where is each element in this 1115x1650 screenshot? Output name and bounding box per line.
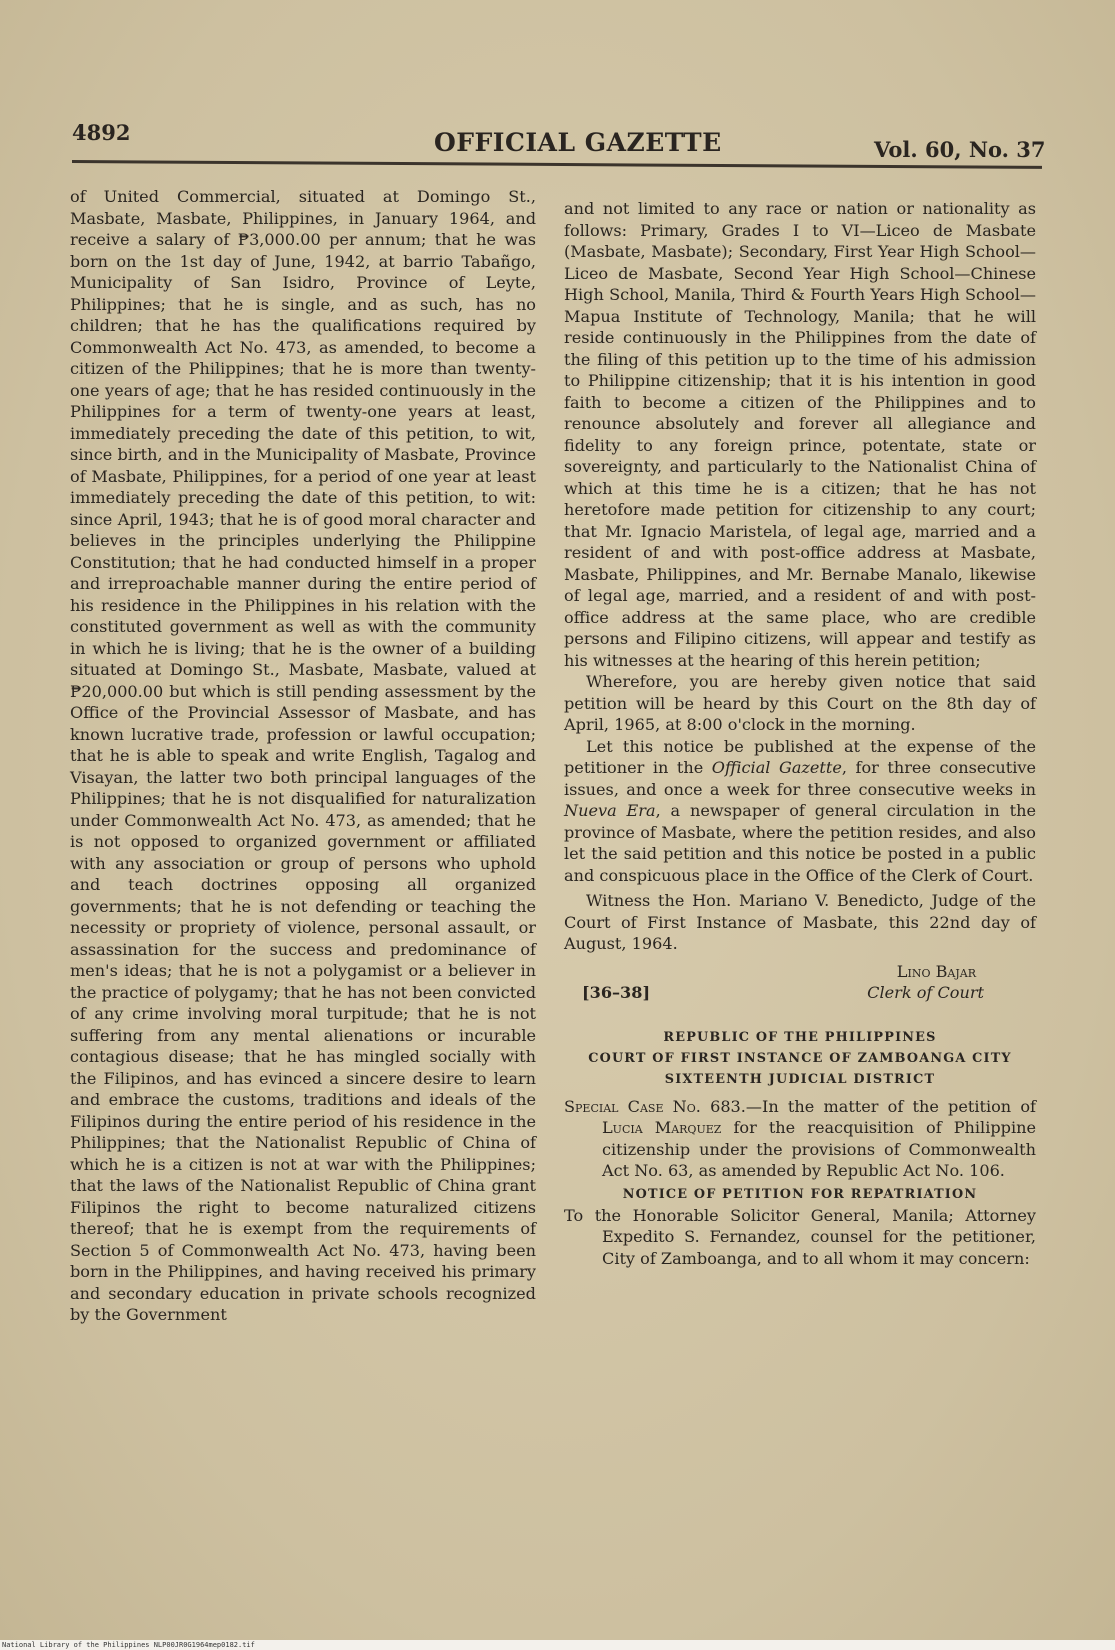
publication-title: OFFICIAL GAZETTE xyxy=(434,128,722,157)
witness-paragraph: Witness the Hon. Mariano V. Benedicto, Judge of the Court of First Instance of Masbate, this 22nd day of August, 1964. xyxy=(564,891,1036,953)
page-number: 4892 xyxy=(72,120,131,145)
notice-heading: NOTICE OF PETITION FOR REPATRIATION xyxy=(622,1186,978,1202)
issue-reference: [36–38] xyxy=(582,982,651,1002)
hearing-notice-paragraph: Wherefore, you are hereby given notice that said petition will be heard by this Court on the 8th day of April, 1965, at 8:00 o'clock in the morning. xyxy=(564,672,1036,734)
notice-address: To the Honorable Solicitor General, Manila; Attorney Expedito S. Fernandez, counsel for the petitioner, City of Zamboanga, and to all whom it may concern: xyxy=(564,1205,1036,1268)
court-heading-line-1: REPUBLIC OF THE PHILIPPINES xyxy=(663,1029,937,1045)
left-column xyxy=(70,186,536,1326)
volume-number: Vol. 60, No. 37 xyxy=(874,137,1046,162)
signature-title: Clerk of Court xyxy=(867,982,984,1002)
scan-footer: National Library of the Philippines NLP00JR0G1964mep0182.tif xyxy=(0,1640,1115,1650)
publication-paragraph: Let this notice be published at the expense of the petitioner in the Official Gazette, for three consecutive issues, and once a week for three consecutive weeks in Nueva Era, a newspaper of general circulation in the province of Masbate, where the petition resides, and also let the said petition and this notice be posted in a public and conspicuous place in the Office of the Clerk of Court. xyxy=(564,736,1036,885)
left-column-text: of United Commercial, situated at Domingo St., Masbate, Masbate, Philippines, in January 1964, and receive a salary of ₱3,000.00 per annum; that he was born on the 1st day of June, 1942, at barrio Tabañgo, Municipality of San Isidro, Province of Leyte, Philippines; that he is single, and as such, has no children; that he has the qualifications required by Commonwealth Act No. 473, as amended, to become a citizen of the Philippines; that he is more than twenty-one years of age; that he has resided continuously in the Philippines for a term of twenty-one years at least, immediately preceding the date of this petition, to wit, since birth, and in the Municipality of Masbate, Province of Masbate, Philippines, for a period of one year at least immediately preceding the date of this petition, to wit: since April, 1943; that he is of good moral character and believes in the principles underlying the Philippine Constitution; that he had conducted himself in a proper and irreproachable manner during the entire period of his residence in the Philippines in his relation with the constituted government as well as with the community in which he is living; that he is the owner of a building situated at Domingo St., Masbate, Masbate, valued at ₱20,000.00 but which is still pending assessment by the Office of the Provincial Assessor of Masbate, and has known lucrative trade, profession or lawful occupation; that he is able to speak and write English, Tagalog and Visayan, the latter two both principal languages of the Philippines; that he is not disqualified for naturalization under Commonwealth Act No. 473, as amended; that he is not opposed to organized government or affiliated with any association or group of persons who uphold and teach doctrines opposing all organized governments; that he is not defending or teaching the necessity or propriety of violence, personal assault, or assassination for the success and predominance of men's ideas; that he is not a polygamist or a believer in the practice of polygamy; that he has not been convicted of any crime involving moral turpitude; that he is not suffering from any mental alienations or incurable contagious disease; that he has mingled socially with the Filipinos, and has evinced a sincere desire to learn and embrace the customs, traditions and ideals of the Filipinos during the entire period of his residence in the Philippines; that the Nationalist Republic of China of which he is a citizen is not at war with the Philippines; that the laws of the Nationalist Republic of China grant Filipinos the right to become naturalized citizens thereof; that he is exempt from the requirements of Section 5 of Commonwealth Act No. 473, having been born in the Philippines, and having received his primary and secondary education in private schools recognized by the Government xyxy=(70,187,536,1324)
court-heading-line-3: SIXTEENTH JUDICIAL DISTRICT xyxy=(664,1071,936,1087)
court-heading-line-2: COURT OF FIRST INSTANCE OF ZAMBOANGA CITY xyxy=(588,1050,1012,1066)
signature-block xyxy=(564,961,1036,1005)
petition-continuation: and not limited to any race or nation or nationality as follows: Primary, Grades I to VI—Liceo de Masbate (Masbate, Masbate); Secondary, First Year High School—Liceo de Masbate, Second Year High School—Chinese High School, Manila, Third & Fourth Years High School—Mapua Institute of Technology, Manila; that he will reside continuously in the Philippines from the date of the filing of this petition up to the time of his admission to Philippine citizenship; that it is his intention in good faith to become a citizen of the Philippines and to renounce absolutely and forever all allegiance and fidelity to any foreign prince, potentate, state or sovereignty, and particularly to the Nationalist China of which at this time he is a citizen; that he has not heretofore made petition for citizenship to any court; that Mr. Ignacio Maristela, of legal age, married and a resident of and with post-office address at Masbate, Masbate, Philippines, and Mr. Bernabe Manalo, likewise of legal age, married, and a resident of and with post-office address at the same place, who are credible persons and Filipino citizens, will appear and testify as his witnesses at the hearing of this herein petition; xyxy=(564,199,1036,670)
signature-name: Lino Bajar xyxy=(896,961,976,981)
right-column xyxy=(564,198,1036,1269)
case-caption: Special Case No. 683.—In the matter of the petition of Lucia Marquez for the reacquisition of Philippine citizenship under the provisions of Commonwealth Act No. 63, as amended by Republic Act No. 106. xyxy=(564,1096,1037,1180)
